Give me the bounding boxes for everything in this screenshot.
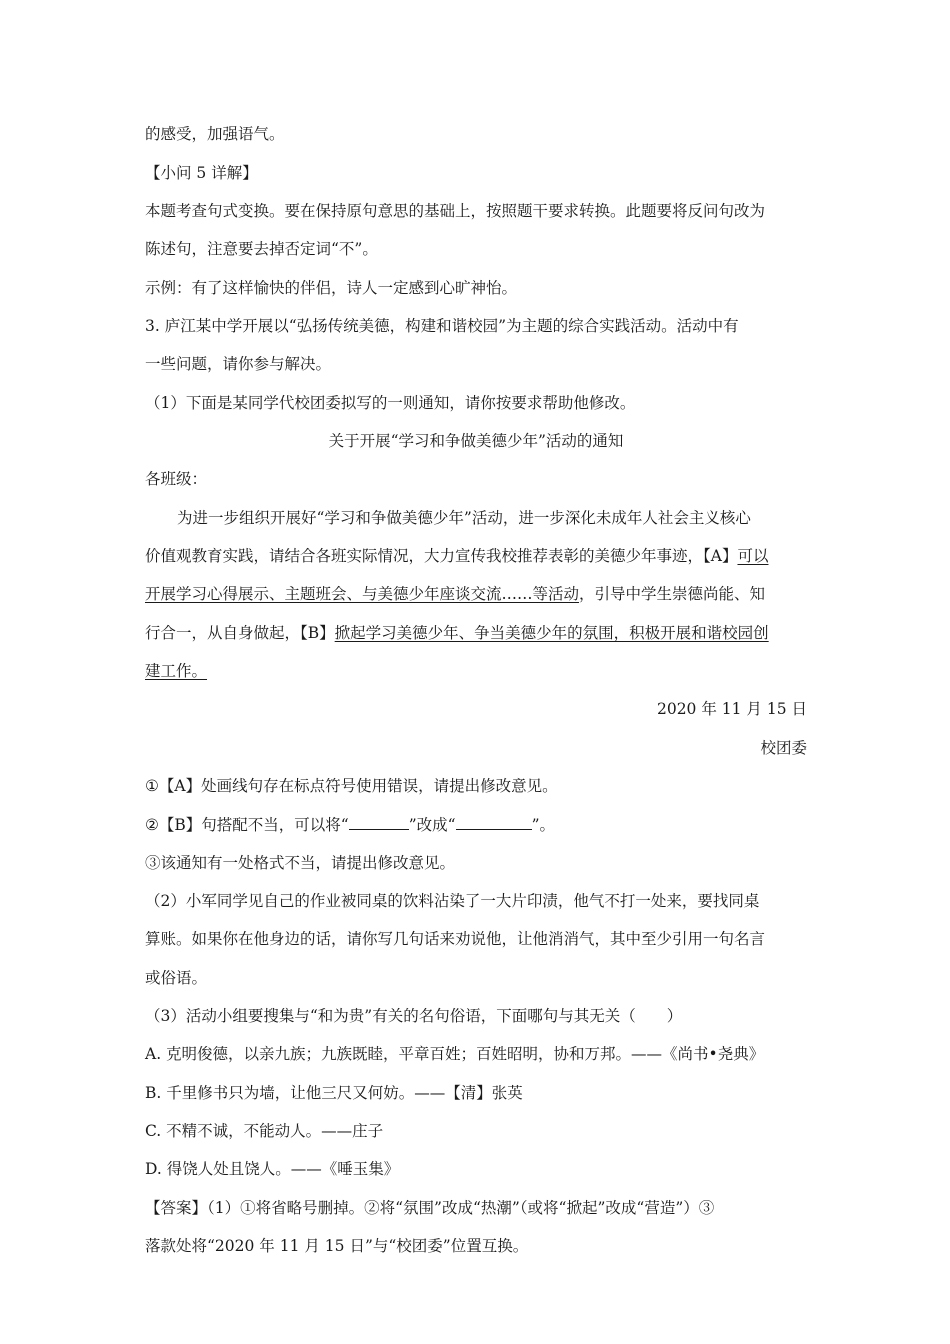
- text-line: 陈述句，注意要去掉否定词“不”。: [145, 240, 378, 258]
- notice-paragraph-line: [145, 584, 765, 604]
- underlined-sentence-b: 掀起学习美德少年、争当美德少年的氛围，积极开展和谐校园创: [334, 624, 769, 642]
- text-line: 算账。如果你在他身边的话，请你写几句话来劝说他，让他消消气，其中至少引用一句名言: [145, 930, 766, 948]
- notice-paragraph-line: [145, 661, 207, 681]
- question-item: [145, 814, 555, 835]
- answer-line: 落款处将“2020 年 11 月 15 日”与“校团委”位置互换。: [145, 1237, 529, 1255]
- underlined-sentence-a: 可以: [737, 547, 769, 565]
- question-text: ②【B】句搭配不当，可以将“: [145, 816, 349, 834]
- option-d: D. 得饶人处且饶人。——《唾玉集》: [145, 1160, 400, 1178]
- answer-line: 【答案】（1）①将省略号删掉。②将“氛围”改成“热潮”（或将“掀起”改成“营造”）③: [145, 1199, 715, 1217]
- section-heading: 【小问 5 详解】: [145, 164, 258, 182]
- underlined-sentence-a: 开展学习心得展示、主题班会、与美德少年座谈交流……等活动: [145, 585, 580, 603]
- notice-text: 行合一，从自身做起，: [145, 624, 301, 642]
- notice-title: 关于开展“学习和争做美德少年”活动的通知: [328, 432, 624, 450]
- sub-question-2: （2）小军同学见自己的作业被同桌的饮料沾染了一大片印渍，他气不打一处来，要找同桌: [145, 892, 760, 910]
- mark-b: 【B】: [300, 624, 335, 642]
- question-text: ”改成“: [408, 816, 456, 834]
- question-3-line: 3. 庐江某中学开展以“弘扬传统美德，构建和谐校园”为主题的综合实践活动。活动中有: [145, 317, 739, 335]
- answer-blank: [456, 814, 532, 830]
- notice-text: 价值观教育实践，请结合各班实际情况，大力宣传我校推荐表彰的美德少年事迹，: [145, 547, 704, 565]
- underlined-sentence-b: 建工作。: [145, 662, 208, 680]
- text-line: 或俗语。: [145, 969, 208, 987]
- text-line: 本题考查句式变换。要在保持原句意思的基础上，按照题干要求转换。此题要将反问句改为: [145, 202, 766, 220]
- notice-date: 2020 年 11 月 15 日: [656, 700, 807, 718]
- mark-a: 【A】: [703, 547, 738, 565]
- question-item: ①【A】处画线句存在标点符号使用错误，请提出修改意见。: [145, 777, 558, 795]
- option-b: B. 千里修书只为墙，让他三尺又何妨。——【清】张英: [145, 1084, 523, 1102]
- question-item: ③该通知有一处格式不当，请提出修改意见。: [145, 854, 456, 872]
- notice-paragraph-line: 为进一步组织开展好“学习和争做美德少年”活动，进一步深化未成年人社会主义核心: [177, 509, 751, 527]
- text-line: 的感受，加强语气。: [145, 125, 285, 143]
- question-text: ”。: [531, 816, 556, 834]
- notice-paragraph-line: [145, 546, 768, 566]
- option-a: A. 克明俊德，以亲九族；九族既睦，平章百姓；百姓昭明，协和万邦。——《尚书•尧典》: [145, 1045, 765, 1063]
- notice-signature: 校团委: [760, 739, 807, 757]
- notice-paragraph-line: [145, 623, 769, 643]
- text-line: 一些问题，请你参与解决。: [145, 355, 332, 373]
- sub-question-3: （3）活动小组要搜集与“和为贵”有关的名句俗语，下面哪句与其无关（ ）: [145, 1007, 683, 1025]
- sub-question-1: （1）下面是某同学代校团委拟写的一则通知，请你按要求帮助他修改。: [145, 394, 636, 412]
- notice-text: ，引导中学生崇德尚能、知: [579, 585, 766, 603]
- text-line: 示例：有了这样愉快的伴侣，诗人一定感到心旷神怡。: [145, 279, 518, 297]
- notice-salutation: 各班级：: [145, 470, 208, 488]
- answer-blank: [349, 814, 409, 830]
- option-c: C. 不精不诚，不能动人。——庄子: [145, 1122, 384, 1140]
